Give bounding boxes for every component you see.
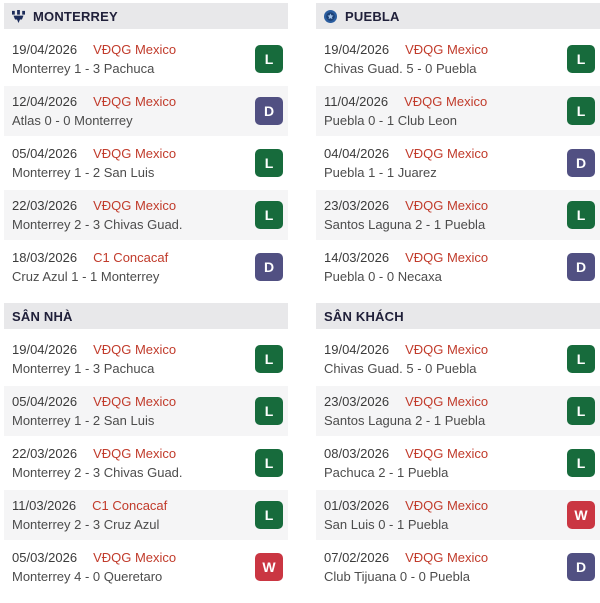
match-date: 05/04/2026: [12, 394, 78, 409]
match-info: [12, 446, 183, 480]
competition-link[interactable]: VĐQG Mexico: [93, 146, 177, 161]
competition-link[interactable]: VĐQG Mexico: [405, 146, 489, 161]
match-result: Chivas Guad. 5 - 0 Puebla: [324, 61, 477, 76]
match-row[interactable]: [316, 86, 600, 136]
result-badge: L: [255, 345, 283, 373]
result-badge: L: [255, 397, 283, 425]
result-badge: W: [255, 553, 283, 581]
section-title: PUEBLA: [345, 8, 400, 24]
match-row[interactable]: [316, 138, 600, 188]
result-badge: D: [567, 553, 595, 581]
competition-link[interactable]: VĐQG Mexico: [93, 198, 177, 213]
monterrey-recent-form-section: [4, 3, 288, 292]
competition-link[interactable]: VĐQG Mexico: [405, 394, 489, 409]
match-info: [12, 342, 176, 376]
result-badge: W: [567, 501, 595, 529]
match-date: 08/03/2026: [324, 446, 390, 461]
match-date: 22/03/2026: [12, 446, 78, 461]
match-row[interactable]: [316, 34, 600, 84]
match-info: [12, 394, 176, 428]
result-badge: L: [255, 149, 283, 177]
section-header: [4, 3, 288, 29]
competition-link[interactable]: VĐQG Mexico: [405, 342, 489, 357]
result-badge: L: [255, 45, 283, 73]
match-result: Monterrey 1 - 3 Pachuca: [12, 61, 155, 76]
match-result: Atlas 0 - 0 Monterrey: [12, 113, 133, 128]
competition-link[interactable]: VĐQG Mexico: [93, 550, 177, 565]
result-badge: L: [567, 97, 595, 125]
match-info: [324, 394, 488, 428]
match-info: [12, 198, 183, 232]
match-result: Monterrey 2 - 3 Chivas Guad.: [12, 465, 183, 480]
result-badge: L: [567, 345, 595, 373]
match-row[interactable]: [4, 86, 288, 136]
match-date: 05/04/2026: [12, 146, 78, 161]
match-info: [12, 146, 176, 180]
match-date: 11/04/2026: [324, 94, 389, 109]
section-header: [316, 3, 600, 29]
puebla-recent-form-section: [316, 3, 600, 292]
match-info: [324, 498, 488, 532]
competition-link[interactable]: C1 Concacaf: [92, 498, 168, 513]
match-date: 18/03/2026: [12, 250, 78, 265]
match-row[interactable]: [4, 438, 288, 488]
home-form-section: [4, 303, 288, 592]
match-row[interactable]: [4, 334, 288, 384]
match-date: 05/03/2026: [12, 550, 78, 565]
match-info: [12, 250, 168, 284]
match-info: [324, 250, 488, 284]
monterrey-crest-icon: [12, 10, 25, 23]
match-result: Puebla 0 - 0 Necaxa: [324, 269, 442, 284]
match-result: Puebla 1 - 1 Juarez: [324, 165, 437, 180]
match-date: 14/03/2026: [324, 250, 390, 265]
match-result: Cruz Azul 1 - 1 Monterrey: [12, 269, 160, 284]
competition-link[interactable]: VĐQG Mexico: [405, 250, 489, 265]
left-column: [4, 3, 288, 603]
section-title: MONTERREY: [33, 8, 118, 24]
competition-link[interactable]: VĐQG Mexico: [93, 446, 177, 461]
competition-link[interactable]: VĐQG Mexico: [93, 394, 177, 409]
competition-link[interactable]: VĐQG Mexico: [405, 446, 489, 461]
match-info: [12, 550, 176, 584]
match-row[interactable]: [4, 138, 288, 188]
match-row[interactable]: [316, 542, 600, 592]
match-date: 12/04/2026: [12, 94, 78, 109]
result-badge: L: [567, 449, 595, 477]
match-date: 23/03/2026: [324, 198, 390, 213]
match-date: 07/02/2026: [324, 550, 390, 565]
competition-link[interactable]: VĐQG Mexico: [405, 198, 489, 213]
match-result: Monterrey 2 - 3 Chivas Guad.: [12, 217, 183, 232]
match-info: [12, 42, 176, 76]
match-row[interactable]: [316, 334, 600, 384]
match-list: [316, 34, 600, 292]
match-result: San Luis 0 - 1 Puebla: [324, 517, 449, 532]
match-row[interactable]: [4, 34, 288, 84]
result-badge: L: [567, 201, 595, 229]
match-info: [12, 94, 176, 128]
match-row[interactable]: [4, 242, 288, 292]
match-info: [324, 198, 488, 232]
match-date: 19/04/2026: [12, 42, 78, 57]
match-result: Santos Laguna 2 - 1 Puebla: [324, 413, 486, 428]
result-badge: D: [567, 149, 595, 177]
away-form-section: [316, 303, 600, 592]
section-header: [4, 303, 288, 329]
match-info: [324, 550, 488, 584]
match-row[interactable]: [316, 490, 600, 540]
result-badge: L: [255, 501, 283, 529]
match-row[interactable]: [4, 542, 288, 592]
match-info: [324, 42, 488, 76]
puebla-crest-icon: [324, 10, 337, 23]
result-badge: L: [567, 45, 595, 73]
match-date: 19/04/2026: [12, 342, 78, 357]
match-date: 19/04/2026: [324, 342, 390, 357]
match-row[interactable]: [4, 190, 288, 240]
match-date: 04/04/2026: [324, 146, 390, 161]
competition-link[interactable]: VĐQG Mexico: [404, 94, 488, 109]
competition-link[interactable]: VĐQG Mexico: [405, 498, 489, 513]
match-result: Monterrey 4 - 0 Queretaro: [12, 569, 163, 584]
section-title: SÂN NHÀ: [12, 308, 73, 324]
result-badge: L: [255, 201, 283, 229]
match-date: 23/03/2026: [324, 394, 390, 409]
match-result: Pachuca 2 - 1 Puebla: [324, 465, 449, 480]
competition-link[interactable]: VĐQG Mexico: [93, 42, 177, 57]
result-badge: D: [567, 253, 595, 281]
match-result: Puebla 0 - 1 Club Leon: [324, 113, 457, 128]
match-row[interactable]: [316, 190, 600, 240]
competition-link[interactable]: VĐQG Mexico: [405, 550, 489, 565]
match-row[interactable]: [4, 490, 288, 540]
right-column: [316, 3, 600, 603]
match-result: Monterrey 1 - 3 Pachuca: [12, 361, 155, 376]
match-info: [12, 498, 167, 532]
competition-link[interactable]: C1 Concacaf: [93, 250, 169, 265]
section-title: SÂN KHÁCH: [324, 308, 404, 324]
match-result: Monterrey 1 - 2 San Luis: [12, 413, 155, 428]
competition-link[interactable]: VĐQG Mexico: [93, 342, 177, 357]
match-row[interactable]: [316, 386, 600, 436]
match-info: [324, 94, 487, 128]
match-result: Santos Laguna 2 - 1 Puebla: [324, 217, 486, 232]
match-list: [4, 34, 288, 292]
competition-link[interactable]: VĐQG Mexico: [93, 94, 177, 109]
match-date: 11/03/2026: [12, 498, 77, 513]
match-date: 01/03/2026: [324, 498, 390, 513]
match-date: 19/04/2026: [324, 42, 390, 57]
match-info: [324, 446, 488, 480]
match-row[interactable]: [4, 386, 288, 436]
match-info: [324, 342, 488, 376]
section-header: [316, 303, 600, 329]
result-badge: D: [255, 253, 283, 281]
match-result: Chivas Guad. 5 - 0 Puebla: [324, 361, 477, 376]
match-row[interactable]: [316, 438, 600, 488]
match-list: [4, 334, 288, 592]
match-list: [316, 334, 600, 592]
result-badge: L: [255, 449, 283, 477]
result-badge: L: [567, 397, 595, 425]
match-info: [324, 146, 488, 180]
match-result: Monterrey 2 - 3 Cruz Azul: [12, 517, 160, 532]
match-date: 22/03/2026: [12, 198, 78, 213]
match-row[interactable]: [316, 242, 600, 292]
competition-link[interactable]: VĐQG Mexico: [405, 42, 489, 57]
match-result: Club Tijuana 0 - 0 Puebla: [324, 569, 470, 584]
match-result: Monterrey 1 - 2 San Luis: [12, 165, 155, 180]
result-badge: D: [255, 97, 283, 125]
